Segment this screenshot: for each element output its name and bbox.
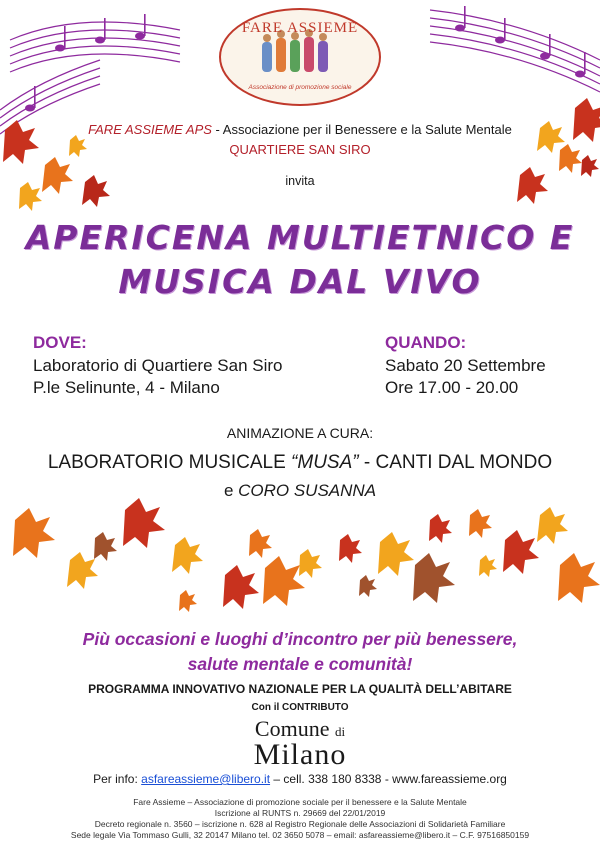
when-time: Ore 17.00 - 20.00 [385,378,519,397]
logo-subtitle: Associazione di promozione sociale [248,84,352,91]
invite-text: invita [285,174,315,188]
contact-rest: – cell. 338 180 8338 - www.fareassieme.org [270,772,507,786]
slogan-line-2: salute mentale e comunità! [187,654,413,674]
lab-name: “MUSA” [291,452,359,473]
event-title-line-2: MUSICA DAL VIVO [118,262,482,301]
autumn-leaves-middle-icon [13,498,600,612]
footer-line-2: Iscrizione al RUNTS n. 29669 del 22/01/2019 [214,808,386,818]
lab-prefix: LABORATORIO MUSICALE [47,452,292,473]
footer-line-3: Decreto regionale n. 3560 – iscrizione n. 628 al Registro Regionale delle Associazioni di Solidarietà Familiare [94,819,506,829]
when-label: QUANDO: [385,333,467,352]
choir-name: CORO SUSANNA [238,481,377,500]
footer-line-1: Fare Assieme – Associazione di promozione sociale per il benessere e la Salute Mentale [133,797,467,807]
comune-word: Comune [254,716,330,741]
comune-di: di [334,724,346,739]
org-line [0,122,600,137]
choir-line [0,481,600,501]
milano-logo: Milano [253,738,347,771]
where-label: DOVE: [33,333,87,352]
when-date: Sabato 20 Settembre [385,356,546,375]
contact-prefix: Per info: [93,772,142,786]
logo-title: FARE ASSIEME [241,20,359,36]
org-name: FARE ASSIEME APS [88,122,212,137]
district: QUARTIERE SAN SIRO [229,142,371,157]
slogan-line-1: Più occasioni e luoghi d’incontro per più benessere, [82,629,518,649]
where-venue: Laboratorio di Quartiere San Siro [33,356,283,375]
music-lab-line [0,452,600,474]
programme-title: PROGRAMMA INNOVATIVO NAZIONALE PER LA QUALITÀ DELL’ABITARE [88,682,512,696]
lab-suffix: - CANTI DAL MONDO [358,452,553,473]
contact-email-link[interactable]: asfareassieme@libero.it [141,772,271,786]
event-title-line-1: APERICENA MULTIETNICO E [25,218,575,257]
music-staff-right-icon [430,10,600,92]
slogan [0,627,600,677]
animation-heading: ANIMAZIONE A CURA: [226,425,374,441]
choir-and: e [223,481,239,500]
contribution-label: Con il CONTRIBUTO [251,702,349,713]
contact-line [0,772,600,786]
org-description: - Associazione per il Benessere e la Salute Mentale [211,122,512,137]
music-staff-left-icon [0,22,180,134]
where-address: P.le Selinunte, 4 - Milano [33,378,220,397]
footer-line-4: Sede legale Via Tommaso Gulli, 32 20147 Milano tel. 02 3650 5078 – email: asfareassieme@libero.it – C.F. 97516850159 [70,830,530,840]
